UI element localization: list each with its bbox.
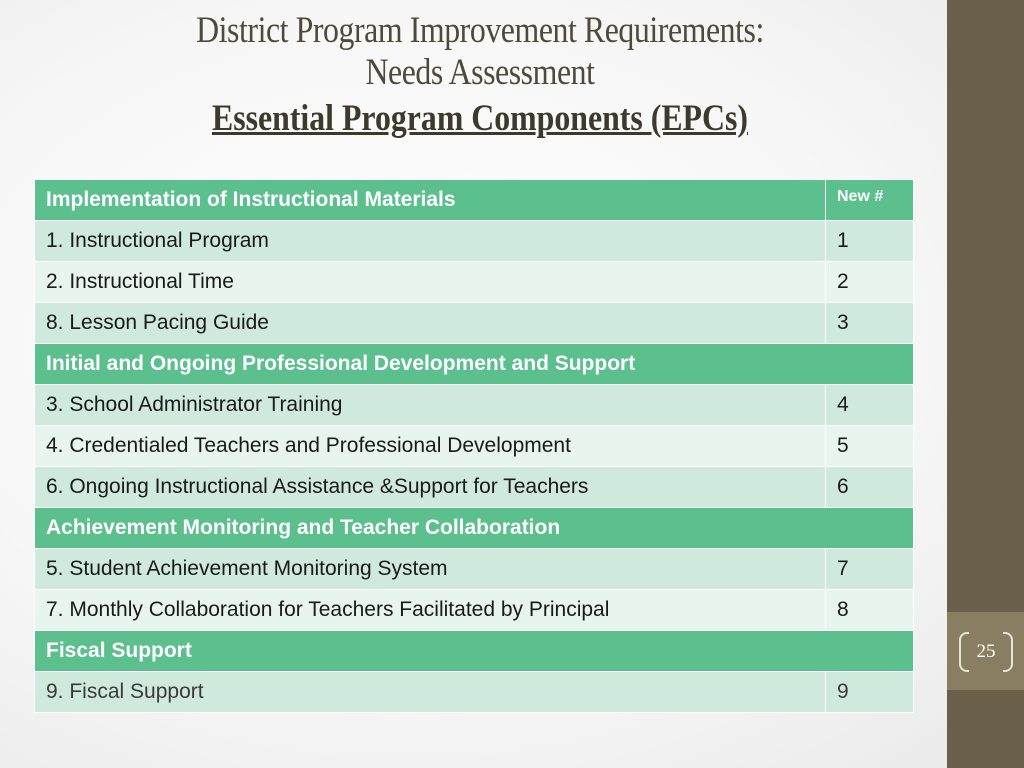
row-number: 6 [826,467,914,508]
row-label: 8. Lesson Pacing Guide [35,303,826,344]
section-header-professional-development: Initial and Ongoing Professional Development and Support [35,344,914,385]
section-row [35,631,914,672]
slide-title-block [20,10,940,142]
row-label: 4. Credentialed Teachers and Professional Development [35,426,826,467]
table-row [35,303,914,344]
table-row [35,549,914,590]
row-number: 4 [826,385,914,426]
row-label: 2. Instructional Time [35,262,826,303]
row-label: 9. Fiscal Support [35,672,826,713]
section-header-instructional-materials: Implementation of Instructional Materials [35,180,826,221]
section-header-fiscal-support: Fiscal Support [35,631,914,672]
table-row [35,467,914,508]
new-number-header: New # [826,180,914,221]
table-row [35,385,914,426]
left-bracket-icon [959,632,969,672]
row-label: 1. Instructional Program [35,221,826,262]
row-number: 9 [826,672,914,713]
slide-title-line-2: Needs Assessment [365,52,595,93]
section-row [35,344,914,385]
row-label: 3. School Administrator Training [35,385,826,426]
right-bracket-icon [1003,632,1013,672]
page-number-panel [947,612,1024,690]
row-label: 5. Student Achievement Monitoring System [35,549,826,590]
page-number: 25 [976,641,996,662]
row-label: 6. Ongoing Instructional Assistance &Support for Teachers [35,467,826,508]
row-number: 2 [826,262,914,303]
table-row [35,221,914,262]
table-row [35,262,914,303]
row-number: 3 [826,303,914,344]
row-number: 7 [826,549,914,590]
section-header-achievement-monitoring: Achievement Monitoring and Teacher Collaboration [35,508,914,549]
section-row [35,508,914,549]
row-label: 7. Monthly Collaboration for Teachers Facilitated by Principal [35,590,826,631]
row-number: 5 [826,426,914,467]
row-number: 1 [826,221,914,262]
table-row [35,590,914,631]
slide-subtitle: Essential Program Components (EPCs) [212,98,748,139]
table-row [35,426,914,467]
row-number: 8 [826,590,914,631]
page-number-badge [959,632,1013,672]
slide-sidebar [947,0,1024,768]
table-row [35,672,914,713]
table-header-row [35,180,914,221]
slide-title-line-1: District Program Improvement Requirements: [196,10,764,51]
epc-table [34,179,914,713]
